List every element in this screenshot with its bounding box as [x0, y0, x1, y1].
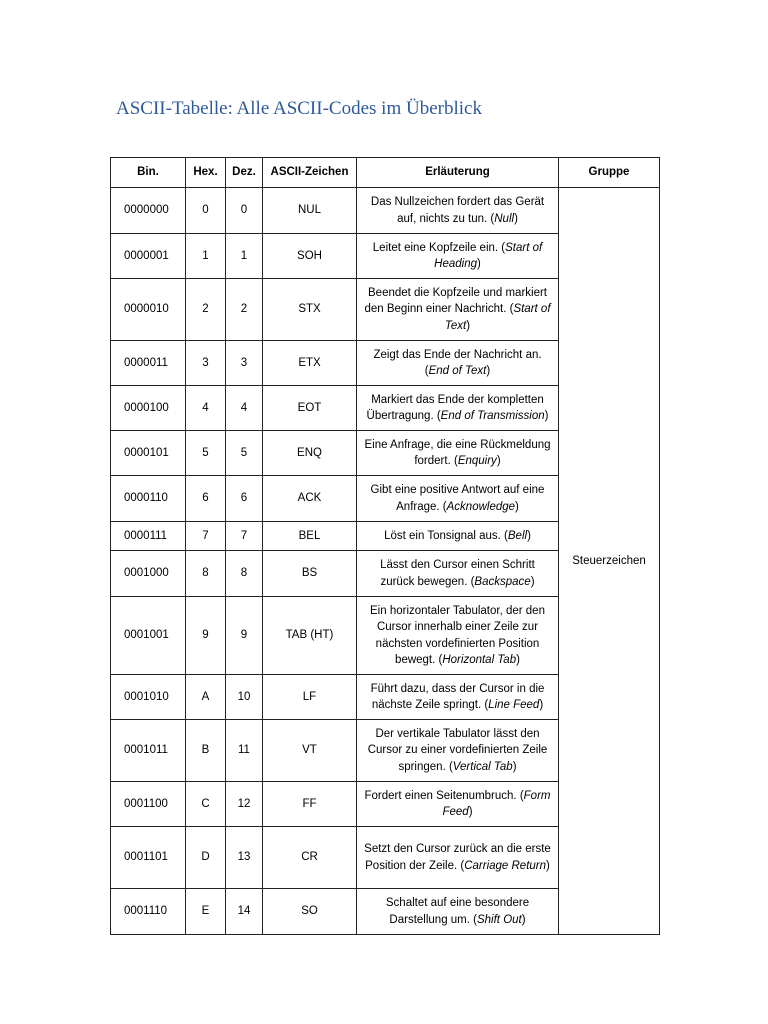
cell-hex: 5	[186, 431, 226, 476]
description-text: Eine Anfrage, die eine Rückmeldung fordert. (	[364, 438, 551, 467]
cell-hex: 3	[186, 341, 226, 386]
description-term: Form Feed	[442, 789, 551, 818]
cell-decimal: 0	[226, 188, 263, 234]
cell-decimal: 7	[226, 522, 263, 551]
cell-decimal: 12	[226, 782, 263, 827]
cell-ascii-char: LF	[263, 675, 357, 720]
cell-binary: 0001011	[111, 720, 186, 782]
cell-ascii-char: ENQ	[263, 431, 357, 476]
description-text: Leitet eine Kopfzeile ein. (	[372, 241, 506, 254]
cell-hex: 4	[186, 386, 226, 431]
page-title: ASCII-Tabelle: Alle ASCII-Codes im Überblick	[116, 98, 482, 119]
cell-hex: 1	[186, 234, 226, 279]
cell-hex: D	[186, 827, 226, 889]
description-term: Bell	[507, 529, 528, 542]
description-end: )	[486, 365, 491, 377]
description-text: Das Nullzeichen fordert das Gerät auf, nichts zu tun. (	[370, 196, 545, 225]
cell-ascii-char: STX	[263, 279, 357, 341]
description-text: Fordert einen Seitenumbruch. (	[364, 789, 524, 802]
description-end: )	[544, 410, 549, 422]
cell-ascii-char: ACK	[263, 476, 357, 522]
cell-ascii-char: SO	[263, 889, 357, 935]
description-text: Löst ein Tonsignal aus. (	[384, 529, 508, 542]
cell-description	[357, 476, 559, 522]
cell-hex: 8	[186, 551, 226, 597]
header-description: Erläuterung	[357, 158, 559, 188]
description-end: )	[539, 699, 544, 711]
cell-ascii-char: TAB (HT)	[263, 597, 357, 675]
cell-hex: A	[186, 675, 226, 720]
cell-binary: 0000010	[111, 279, 186, 341]
cell-binary: 0000001	[111, 234, 186, 279]
description-end: )	[515, 500, 519, 513]
cell-decimal: 1	[226, 234, 263, 279]
cell-binary: 0001101	[111, 827, 186, 889]
description-term: Start of Heading	[434, 241, 543, 270]
description-text: Führt dazu, dass der Cursor in die nächste Zeile springt. (	[370, 682, 545, 711]
cell-ascii-char: BS	[263, 551, 357, 597]
description-text: Schaltet auf eine besondere Darstellung um. (	[385, 897, 530, 926]
cell-description	[357, 827, 559, 889]
cell-description	[357, 675, 559, 720]
cell-binary: 0001100	[111, 782, 186, 827]
header-hex: Hex.	[186, 158, 226, 188]
cell-group: Steuerzeichen	[559, 188, 660, 935]
description-end: )	[512, 760, 517, 773]
description-end: )	[514, 212, 518, 225]
cell-description	[357, 188, 559, 234]
description-term: Shift Out	[476, 913, 522, 926]
description-text: Beendet die Kopfzeile und markiert den Beginn einer Nachricht. (	[364, 286, 547, 316]
cell-ascii-char: FF	[263, 782, 357, 827]
cell-ascii-char: CR	[263, 827, 357, 889]
cell-binary: 0000111	[111, 522, 186, 551]
description-term: Backspace	[474, 575, 531, 588]
description-end: )	[516, 653, 520, 666]
cell-ascii-char: SOH	[263, 234, 357, 279]
cell-ascii-char: EOT	[263, 386, 357, 431]
description-text: Zeigt das Ende der Nachricht an. (	[373, 348, 542, 377]
description-term: Acknowledge	[446, 500, 516, 513]
cell-description	[357, 234, 559, 279]
description-end: )	[468, 806, 473, 818]
description-term: End of Transmission	[440, 410, 545, 422]
description-term: Carriage Return	[464, 859, 547, 872]
description-end: )	[530, 575, 535, 588]
cell-binary: 0000000	[111, 188, 186, 234]
cell-decimal: 14	[226, 889, 263, 935]
cell-hex: 9	[186, 597, 226, 675]
cell-hex: 7	[186, 522, 226, 551]
description-text: Ein horizontaler Tabulator, der den Cursor innerhalb einer Zeile zur nächsten vordefinierten Position bewegt. (	[370, 604, 545, 666]
cell-decimal: 11	[226, 720, 263, 782]
cell-description	[357, 341, 559, 386]
cell-decimal: 3	[226, 341, 263, 386]
description-text: Gibt eine positive Antwort auf eine Anfrage. (	[370, 484, 545, 513]
cell-binary: 0000011	[111, 341, 186, 386]
cell-decimal: 8	[226, 551, 263, 597]
cell-hex: 0	[186, 188, 226, 234]
cell-binary: 0001000	[111, 551, 186, 597]
description-term: Enquiry	[457, 455, 497, 467]
description-term: End of Text	[428, 365, 487, 377]
cell-description	[357, 386, 559, 431]
cell-decimal: 4	[226, 386, 263, 431]
header-dec: Dez.	[226, 158, 263, 188]
description-end: )	[546, 859, 550, 872]
cell-decimal: 10	[226, 675, 263, 720]
header-group: Gruppe	[559, 158, 660, 188]
description-end: )	[496, 455, 501, 467]
cell-description	[357, 720, 559, 782]
description-end: )	[527, 529, 531, 542]
cell-binary: 0000101	[111, 431, 186, 476]
description-text: Der vertikale Tabulator lässt den Cursor zu einer vordefinierten Zeile springen. (	[367, 727, 548, 773]
cell-description	[357, 522, 559, 551]
cell-binary: 0001110	[111, 889, 186, 935]
cell-description	[357, 551, 559, 597]
header-bin: Bin.	[111, 158, 186, 188]
description-text: Markiert das Ende der kompletten Übertragung. (	[366, 393, 544, 422]
cell-decimal: 6	[226, 476, 263, 522]
cell-decimal: 5	[226, 431, 263, 476]
cell-ascii-char: ETX	[263, 341, 357, 386]
cell-description	[357, 431, 559, 476]
cell-ascii-char: BEL	[263, 522, 357, 551]
cell-binary: 0000110	[111, 476, 186, 522]
cell-hex: 6	[186, 476, 226, 522]
cell-ascii-char: VT	[263, 720, 357, 782]
cell-hex: B	[186, 720, 226, 782]
description-term: Start of Text	[444, 303, 551, 332]
cell-decimal: 9	[226, 597, 263, 675]
cell-hex: 2	[186, 279, 226, 341]
description-end: )	[477, 258, 481, 270]
description-text: Lässt den Cursor einen Schritt zurück bewegen. (	[380, 559, 535, 588]
description-end: )	[521, 913, 526, 926]
description-term: Null	[494, 212, 515, 225]
table-header-row	[111, 158, 660, 188]
cell-description	[357, 889, 559, 935]
cell-hex: E	[186, 889, 226, 935]
cell-decimal: 13	[226, 827, 263, 889]
cell-description	[357, 279, 559, 341]
cell-decimal: 2	[226, 279, 263, 341]
cell-binary: 0001001	[111, 597, 186, 675]
cell-binary: 0000100	[111, 386, 186, 431]
cell-description	[357, 597, 559, 675]
description-term: Vertical Tab	[452, 760, 513, 773]
description-end: )	[466, 319, 471, 332]
cell-description	[357, 782, 559, 827]
description-term: Horizontal Tab	[442, 653, 517, 666]
header-ascii-char: ASCII-Zeichen	[263, 158, 357, 188]
cell-ascii-char: NUL	[263, 188, 357, 234]
description-term: Line Feed	[488, 699, 540, 711]
description-text: Setzt den Cursor zurück an die erste Position der Zeile. (	[364, 843, 551, 872]
cell-hex: C	[186, 782, 226, 827]
cell-binary: 0001010	[111, 675, 186, 720]
ascii-table	[110, 157, 660, 935]
table-row	[111, 188, 660, 234]
